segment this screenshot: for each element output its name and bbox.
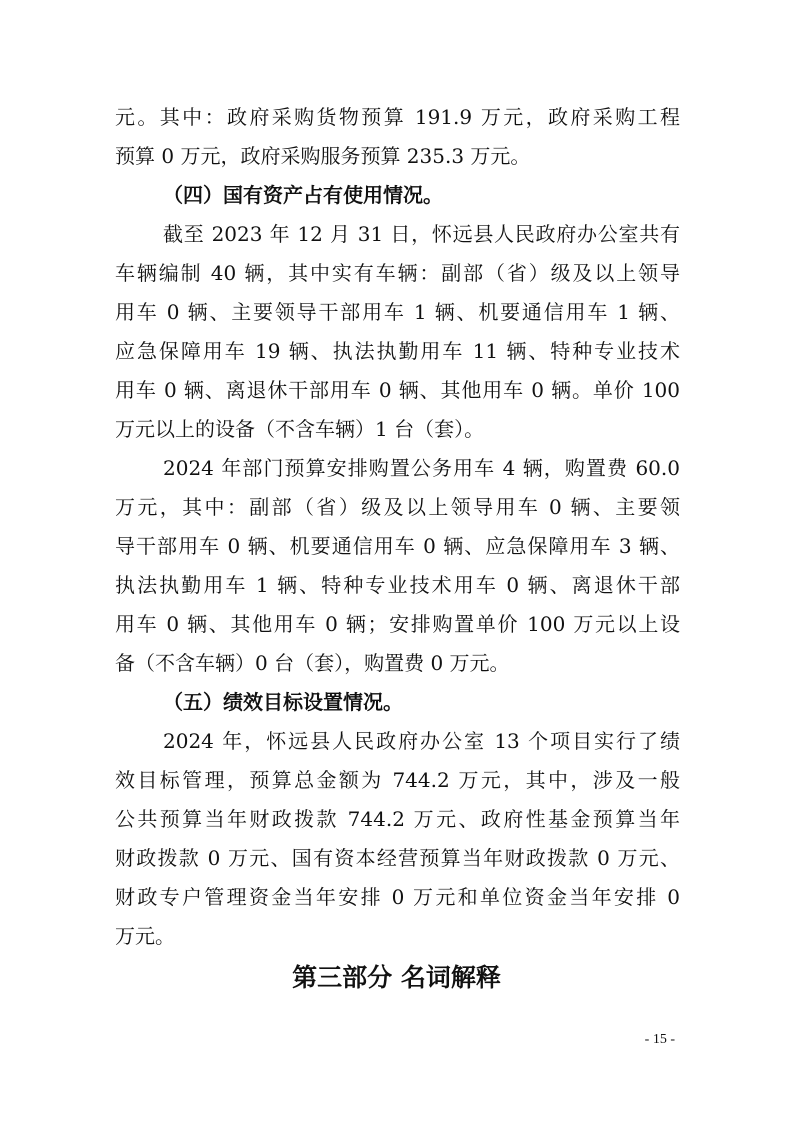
section-heading-performance: （五）绩效目标设置情况。 bbox=[163, 690, 403, 714]
body-text-line: 用车 0 辆、离退休干部用车 0 辆、其他用车 0 辆。单价 100 bbox=[115, 378, 680, 402]
body-text-line: 财政专户管理资金当年安排 0 万元和单位资金当年安排 0 bbox=[115, 885, 680, 909]
body-text-line: 车辆编制 40 辆，其中实有车辆：副部（省）级及以上领导 bbox=[115, 261, 680, 285]
body-text-line: 2024 年，怀远县人民政府办公室 13 个项目实行了绩 bbox=[163, 729, 680, 753]
body-text-line: 截至 2023 年 12 月 31 日，怀远县人民政府办公室共有 bbox=[163, 222, 680, 246]
page-number: - 15 - bbox=[644, 1032, 675, 1047]
body-text-line: 效目标管理，预算总金额为 744.2 万元，其中，涉及一般 bbox=[115, 768, 680, 792]
body-text-line: 用车 0 辆、其他用车 0 辆；安排购置单价 100 万元以上设 bbox=[115, 612, 680, 636]
section-heading-assets: （四）国有资产占有使用情况。 bbox=[163, 183, 443, 207]
body-text-line: 财政拨款 0 万元、国有资本经营预算当年财政拨款 0 万元、 bbox=[115, 846, 680, 870]
body-text-line: 备（不含车辆）0 台（套），购置费 0 万元。 bbox=[115, 651, 510, 675]
body-text-line: 万元以上的设备（不含车辆）1 台（套）。 bbox=[115, 417, 485, 441]
body-text-line: 预算 0 万元，政府采购服务预算 235.3 万元。 bbox=[115, 144, 531, 168]
body-text-line: 执法执勤用车 1 辆、特种专业技术用车 0 辆、离退休干部 bbox=[115, 573, 680, 597]
body-text-line: 应急保障用车 19 辆、执法执勤用车 11 辆、特种专业技术 bbox=[115, 339, 680, 363]
body-text-line: 2024 年部门预算安排购置公务用车 4 辆，购置费 60.0 bbox=[163, 456, 680, 480]
part-title: 第三部分 名词解释 bbox=[292, 963, 501, 992]
body-text-line: 万元。 bbox=[115, 924, 175, 948]
body-text-line: 元。其中：政府采购货物预算 191.9 万元，政府采购工程 bbox=[115, 105, 680, 129]
body-text-line: 用车 0 辆、主要领导干部用车 1 辆、机要通信用车 1 辆、 bbox=[115, 300, 680, 324]
body-text-line: 万元，其中：副部（省）级及以上领导用车 0 辆、主要领 bbox=[115, 495, 680, 519]
body-text-line: 公共预算当年财政拨款 744.2 万元、政府性基金预算当年 bbox=[115, 807, 680, 831]
body-text-line: 导干部用车 0 辆、机要通信用车 0 辆、应急保障用车 3 辆、 bbox=[115, 534, 680, 558]
